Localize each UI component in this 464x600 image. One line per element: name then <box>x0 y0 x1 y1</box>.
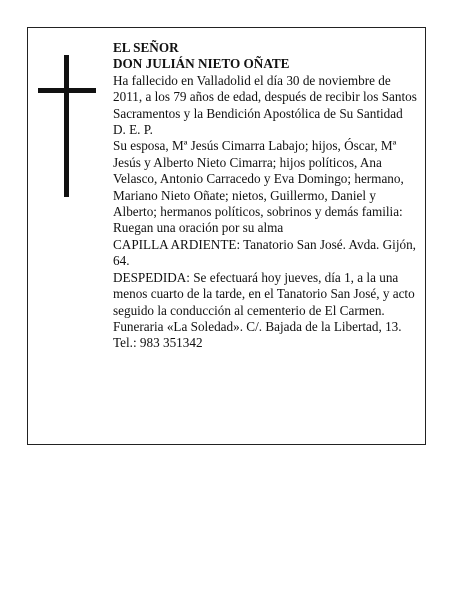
farewell-details: DESPEDIDA: Se efectuará hoy jueves, día 1, a la una menos cuarto de la tarde, en el Tanatorio San José, y acto seguido la conducción al cementerio de El Carmen. <box>113 269 415 318</box>
family-members: Su esposa, Mª Jesús Cimarra Labajo; hijos, Óscar, Mª Jesús y Alberto Nieto Cimarra; hijos políticos, Ana Velasco, Antonio Carracedo y Eva Domingo; hermano, Mariano Nieto Oñate; nietos, Guillermo, Daniel y Alberto; hermanos políticos, sobrinos y demás familia: <box>113 138 404 220</box>
prayer-request: Ruegan una oración por su alma <box>113 220 284 236</box>
funeral-home-contact: Funeraria «La Soledad». C/. Bajada de la Libertad, 13. Tel.: 983 351342 <box>113 318 402 351</box>
deceased-name: DON JULIÁN NIETO OÑATE <box>113 56 290 72</box>
death-announcement: Ha fallecido en Valladolid el día 30 de noviembre de 2011, a los 79 años de edad, después de recibir los Santos Sacramentos y la Bendición Apostólica de Su Santidad <box>113 72 417 121</box>
cross-vertical-bar <box>64 55 69 197</box>
cross-horizontal-bar <box>38 88 96 93</box>
funeral-chapel: CAPILLA ARDIENTE: Tanatorio San José. Avda. Gijón, 64. <box>113 236 416 269</box>
notice-title: EL SEÑOR <box>113 40 179 55</box>
obituary-text <box>113 40 418 352</box>
cross-icon <box>38 55 96 197</box>
rest-in-peace: D. E. P. <box>113 122 153 138</box>
